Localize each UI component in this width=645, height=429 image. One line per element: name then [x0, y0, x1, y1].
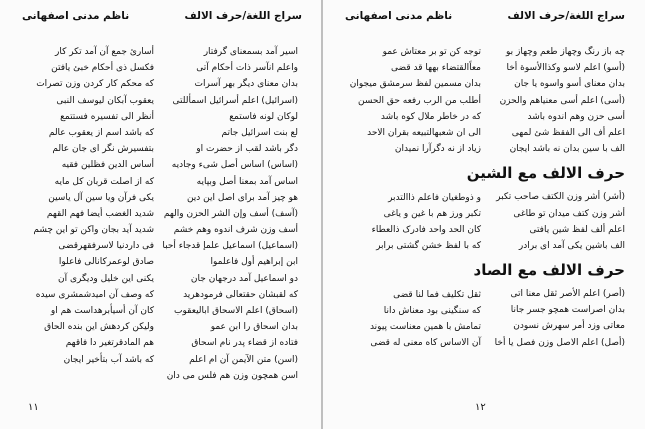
verse-line: توجه کن تو بر معتاش عمو	[382, 47, 481, 57]
left-page	[0, 0, 322, 429]
section-heading: حرف الالف مع الصاد	[473, 261, 625, 280]
verse-line: آن الاساس کاه معنی له قضی	[370, 338, 481, 349]
verse-line: که در خاطر ملال کوه باشد	[380, 111, 481, 122]
section-heading: حرف الالف مع الشین	[466, 164, 625, 183]
verse-line: (أسو) اعلم لاسو وکذاالأسوة أخا	[506, 63, 625, 74]
verse-line: أسف وزن شرف اندوه وهم خشم	[173, 225, 298, 236]
verse-line: هو چیز آمد برای اصل این دین	[186, 192, 298, 203]
verse-line: (اسرائیل) اعلم أسرائیل اسمأللتی	[172, 95, 298, 106]
verse-line: بدان اسحاق را ابن عمو	[210, 322, 298, 333]
right-page-right-column	[466, 44, 625, 351]
left-page-number: ۱۱	[28, 402, 39, 413]
verse-line: (أصل) اعلم الاصل وزن فصل یا أخا	[494, 337, 625, 348]
verse-line: ثقل تکلیف فما لنا قضی	[393, 289, 481, 300]
blank-line	[347, 254, 481, 270]
verse-line: بدان معنای دیگر بهر آسرات	[194, 79, 298, 90]
verse-line: تمامش با همین معناست پیوند	[369, 322, 481, 333]
right-page-number: ۱۲	[475, 402, 486, 413]
right-header-title: سراج اللغة/حرف الالف	[507, 10, 625, 22]
verse-line: لوکان لونه فاستمع	[229, 111, 298, 122]
verse-line: (آسف) أسف وإن الشر الحزن والهم	[163, 208, 298, 219]
verse-line: شدید الغضب أیضا فهم القهم	[46, 208, 154, 219]
verse-line: ابن إبراهیم أول فاعلموا	[210, 257, 298, 268]
verse-line: فی داردنیا لاسرفقهرقضی	[58, 241, 154, 252]
verse-line: أسارئ جمع آن آمد تکر کار	[54, 47, 154, 57]
verse-line: اعلم ألف لفظ شین یافتی	[529, 224, 625, 235]
verse-line: معاًالقتضاء بهها قد قضی	[391, 63, 481, 74]
verse-line: اعلم أف الی الفقظ شئ لمهی	[511, 127, 625, 138]
verse-line: بدان مسمین لفظ سرمشق میجوان	[349, 79, 481, 90]
verse-line: بتفسیرش نگر ای جان عالم	[52, 144, 154, 155]
verse-line: که سنگینی بود معناش دانا	[383, 306, 481, 316]
verse-line: (أشر) أشر وزن الکتف صاحب تکبر	[496, 192, 625, 203]
verse-line: و ذوطغیان فاعلم ذاالتدبر	[388, 192, 481, 203]
verse-line: تکبر ورز هم با غین و یاغی	[383, 208, 481, 219]
verse-line: ولیکن کردهش این بنده الحاق	[44, 322, 154, 333]
verse-line: (اسن) متن الآیمن آن ام اعلم	[189, 354, 298, 365]
verse-line: (أسى) اعلم أسى معنیاهم والحزن	[499, 95, 625, 106]
verse-line: أسى حزن وهم اندوه باشد	[527, 111, 625, 122]
verse-line: الی ان شعبهالتبیعه بقران الاحد	[367, 127, 481, 138]
verse-line: که از اصلت قربان کل مایه	[54, 176, 154, 187]
left-page-header	[22, 10, 302, 26]
verse-line: دو اسماعیل آمد درجهان جان	[190, 273, 298, 284]
blank-line	[347, 271, 481, 287]
verse-line: کان الحد واحد فادرک ذالعطاء	[371, 225, 481, 236]
verse-line: که باشد آب بتأخیر ایجان	[63, 354, 154, 365]
right-page	[323, 0, 645, 429]
verse-line: چه باز رنگ وچهاز طعم وچهاز بو	[506, 47, 625, 57]
verse-line: شدید آید بجان واکن تو این چشم	[33, 225, 154, 236]
left-page-right-column	[164, 44, 298, 384]
verse-line: یکی فرآن ویا سین آل یاسین	[48, 192, 154, 203]
verse-line: زیاد از نه دگرآرا نمیدان	[394, 144, 481, 155]
verse-line: الف با سین بدان نه باشد ایجان	[509, 144, 625, 155]
verse-line: اسن همچون وزن هم فلس می دان	[166, 370, 298, 381]
right-page-header	[345, 10, 625, 26]
verse-line: فکسل ذی أحکام خبئ یافتن	[51, 63, 154, 74]
verse-line: صادق لوعمرکانالی فاعلوا	[58, 257, 154, 268]
verse-line: أطلب من الرب رفعه حق الحسن	[358, 95, 481, 106]
blank-line	[20, 368, 154, 384]
verse-line: لع بنت اسرائیل جاتم	[221, 127, 298, 138]
verse-line: هم المادقرتغیر دا فاقهم	[65, 338, 154, 349]
verse-line: بدان اصراست همچو جسر جانا	[510, 305, 625, 316]
verse-line: أنظر الی تفسیره فستتمع	[60, 111, 154, 122]
left-page-left-column	[20, 44, 154, 384]
verse-line: فتاده از قضاء پدر نام اسحاق	[191, 338, 298, 349]
left-header-author: ناظم مدنی اصفهانی	[22, 10, 130, 22]
verse-line: أشر وزن کتف میدان تو طاغی	[513, 208, 625, 219]
blank-line	[347, 157, 481, 173]
verse-line: أساس الدین فظلین فقیه	[61, 160, 154, 171]
verse-line: (اسحاق) اعلم الاسحاق ابالیعقوب	[174, 306, 298, 316]
right-page-left-column	[347, 44, 481, 352]
verse-line: که لقبشان حقتعالی فرمودهرید	[183, 289, 298, 300]
left-header-title: سراج اللغة/حرف الالف	[184, 10, 302, 22]
verse-line: اساس آمد بمعنا أصل وبپایه	[196, 176, 298, 187]
verse-line: (أصر) اعلم الأصر ثقل معنا اتی	[510, 289, 625, 300]
right-header-author: ناظم مدنی اصفهانی	[345, 10, 453, 22]
verse-line: که محکم کار کردن وزن تصرات	[36, 79, 154, 90]
verse-line: اسیر آمد بسمعنای گرفتار	[203, 47, 298, 57]
verse-line: (اساس) اساس أصل شیء وجادیه	[171, 160, 298, 171]
verse-line: که با لفظ خشن گشتی برابر	[376, 241, 481, 252]
verse-line: دگر باشد لقب از حضرت او	[196, 144, 298, 155]
verse-line: که وصف آن امیدشمشری سیده	[35, 289, 154, 300]
verse-line: واعلم انآسر ذات أحكام آتی	[196, 63, 298, 74]
verse-line: الف باشین یکی آمد ای برادر	[518, 240, 625, 251]
verse-line: که باشد اسم از یعقوب عالم	[48, 127, 154, 138]
blank-line	[347, 174, 481, 190]
verse-line: معاتی وزد أمر سهرش نسودن	[513, 321, 625, 332]
verse-line: کان آن أسیأبرهداست هم او	[50, 306, 154, 316]
verse-line: یکنی این خلیل ودیگری آن	[57, 273, 154, 284]
verse-line: یعقوب آبکان لیوسف النبی	[56, 95, 154, 106]
verse-line: بدان معنای أسو واسوه یا جان	[514, 79, 625, 90]
verse-line: (اسماعیل) اسماعیل علمإ قدجاء أحبا	[162, 241, 298, 252]
